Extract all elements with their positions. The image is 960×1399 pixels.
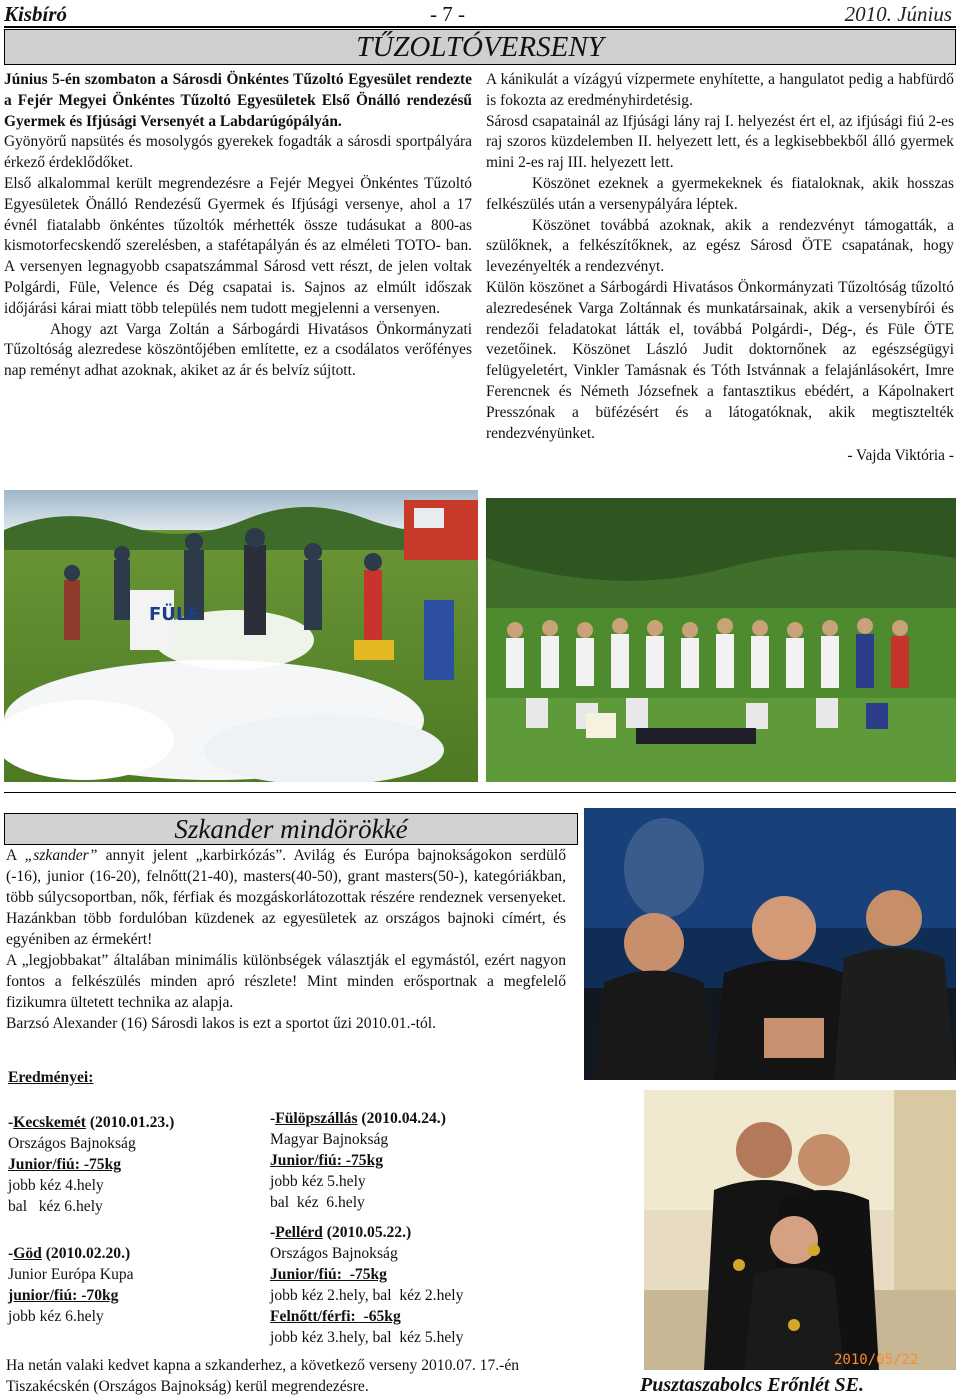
- medal-winners-photo: [644, 1090, 956, 1370]
- result-date: (2010.01.23.): [85, 1114, 175, 1131]
- result-block: [8, 1112, 258, 1217]
- result-line: jobb kéz 6.hely: [8, 1308, 104, 1325]
- result-event: Országos Bajnokság: [8, 1135, 136, 1152]
- result-category: junior/fiú: -70kg: [8, 1287, 119, 1304]
- section-divider: [4, 792, 956, 793]
- result-dash: -: [8, 1245, 14, 1262]
- result-place: Kecskemét: [13, 1114, 86, 1131]
- header-rule: [4, 26, 956, 28]
- article-paragraph: A kánikulát a vízágyú vízpermete enyhítette, a hangulatot pedig a habfürdő is fokozta az eredményhirdetésig.: [486, 71, 954, 109]
- team-banner-text: FÜLE: [149, 604, 200, 625]
- intro-text: A: [6, 847, 25, 864]
- photo-date-stamp: 2010/05/22: [834, 1352, 919, 1368]
- result-event: Junior Európa Kupa: [8, 1266, 134, 1283]
- result-block: [270, 1108, 570, 1213]
- result-place: Göd: [13, 1245, 42, 1262]
- article-paragraph: Ahogy azt Varga Zoltán a Sárbogárdi Hivatásos Önkormányzati Tűzoltóság alezredese köszöntőjében említette, ez a csodálatos verőfényes nap reményt adhat azoknak, akiket az ár és belvíz sújtott.: [4, 320, 472, 380]
- results-label: Eredményei:: [8, 1069, 94, 1086]
- newspaper-name: Kisbíró: [4, 2, 68, 26]
- intro-keyword: „szkander”: [24, 847, 98, 864]
- article-paragraph: Köszönet továbbá azoknak, akik a rendezvényt támogatták, a szülőknek, a felkészítőknek, az egész Sárosd ÖTE csapatának, hogy levezényelték a rendezvényt.: [486, 216, 954, 276]
- result-line: bal kéz 6.hely: [270, 1194, 365, 1211]
- result-line: jobb kéz 3.hely, bal kéz 5.hely: [270, 1329, 464, 1346]
- result-line: jobb kéz 5.hely: [270, 1173, 366, 1190]
- result-date: (2010.04.24.): [357, 1110, 446, 1127]
- article-title: TŰZOLTÓVERSENY: [4, 29, 956, 65]
- result-line: jobb kéz 4.hely: [8, 1177, 104, 1194]
- arm-wrestlers-photo: [584, 808, 956, 1080]
- closing-text: Ha netán valaki kedvet kapna a szkanderhez, a következő verseny 2010.07. 17.-én Tiszakécskén (Országos Bajnokság) kerül megrendezésre.: [6, 1357, 520, 1395]
- article-left-column: [4, 70, 472, 382]
- result-line: bal kéz 6.hely: [8, 1198, 103, 1215]
- result-block: [8, 1243, 258, 1327]
- article-author: - Vajda Viktória -: [847, 447, 954, 465]
- result-date: (2010.05.22.): [322, 1224, 412, 1241]
- article-paragraph: Első alkalommal került megrendezésre a Fejér Megyei Önkéntes Tűzoltó Egyesületek Önálló Rendezésű Gyermek és Ifjúsági versenye, ahol a 17 évnél fiatalabb önkéntes tűzoltók mérhették össze tudásukat a 800-as kismotorfecskendő szerelésben, a stafétapályán és az elméleti TOTO- ban. A versenyen legnagyobb csapatszámmal Sárosd vett részt, de jelen voltak Polgárdi, Füle, Velence és Dég csapatai is. Sajnos az elmúlt időszak időjárási kárai miatt több település nem tudott megjelenni a versenyen.: [4, 174, 472, 317]
- article-paragraph: A „legjobbakat” általában minimális különbségek választják el egymástól, ezért nagyon fontos a felkészülés minden apró részlete! Mint minden erősportnak a megfelelő fizikumra ültetett technika az alapja.: [6, 952, 566, 1011]
- result-dash: -: [270, 1224, 276, 1241]
- article-paragraph: Köszönet ezeknek a gyermekeknek és fiataloknak, akik hosszas felkészülés után a versenypályára léptek.: [486, 174, 954, 213]
- result-category: Junior/fiú: -75kg: [270, 1152, 384, 1169]
- result-category: Felnőtt/férfi: -65kg: [270, 1308, 401, 1325]
- team-group-photo: [486, 498, 956, 782]
- result-event: Országos Bajnokság: [270, 1245, 398, 1262]
- article-paragraph: Gyönyörű napsütés és mosolygós gyerekek fogadták a sárosdi sportpályára érkező érdeklődőket.: [4, 133, 472, 172]
- article-lead: Június 5-én szombaton a Sárosdi Önkéntes Tűzoltó Egyesület rendezte a Fejér Megyei Önkéntes Tűzoltó Egyesületek Első Önálló rendezésű Gyermek és Ifjúsági Versenyét a Labdarúgópályán.: [4, 71, 472, 130]
- issue-date: 2010. Június: [844, 2, 952, 26]
- article-paragraph: Sárosd csapatainál az Ifjúsági lány raj I. helyezést ért el, az ifjúsági fiú 2-es raj szoros küzdelemben II. helyezett lett, és a legkisebbekből álló gyermek mini 2-es raj III. helyezett lett.: [486, 112, 954, 172]
- result-dash: -: [8, 1114, 14, 1131]
- intro-text: annyit jelent „karbirkózás”. Avilág és Európa bajnokságokon serdülő (-16), junior (16-20), felnőtt(21-40), masters(40-50), grant masters(50-), kategóriákban, több súlycsoportban, nők, férfiak és mozgáskorlátozottak részére rendeznek versenyeket. Hazánkban több fordulóban küzdenek az egyesületek az országos bajnoki címért, és egyéniben az érmekért!: [6, 847, 566, 948]
- result-category: Junior/fiú: -75kg: [8, 1156, 122, 1173]
- article-paragraph: Barzsó Alexander (16) Sárosdi lakos is ezt a sportot űzi 2010.01.-tól.: [6, 1015, 437, 1032]
- result-date: (2010.02.20.): [41, 1245, 131, 1262]
- result-event: Magyar Bajnokság: [270, 1131, 389, 1148]
- szkander-title: Szkander mindörökké: [4, 813, 578, 845]
- result-place: Pellérd: [275, 1224, 323, 1241]
- result-line: jobb kéz 2.hely, bal kéz 2.hely: [270, 1287, 464, 1304]
- result-dash: -: [270, 1110, 276, 1127]
- result-category: Junior/fiú: -75kg: [270, 1266, 387, 1283]
- result-place: Fülöpszállás: [275, 1110, 358, 1127]
- article-right-column: [486, 70, 954, 467]
- szkander-text: [6, 845, 566, 1034]
- foam-party-photo: [4, 490, 478, 782]
- page-number: - 7 -: [430, 2, 465, 26]
- photo-caption: Pusztaszabolcs Erőnlét SE.: [640, 1374, 864, 1396]
- article-paragraph: Külön köszönet a Sárbogárdi Hivatásos Önkormányzati Tűzoltóság tűzoltó alezredesének Varga Zoltánnak és munkatársainak, akik a versenybírói és rendezői feladatokat látták el, továbbá Polgárdi-, Dég-, és Füle ÖTE vezetőinek. Köszönet László Judit doktornőnek az egészségügyi felügyeletért, Vinkler Tamásnak és Tóth Istvánnak a felajánlásokért, Imre Ferencnek és Németh Józsefnek a fantasztikus ebédért, a Kápolnakert Presszónak a büfézésért és a látogatóknak, akik megtisztelték rendezvényünket.: [486, 278, 954, 442]
- result-block: [270, 1222, 570, 1348]
